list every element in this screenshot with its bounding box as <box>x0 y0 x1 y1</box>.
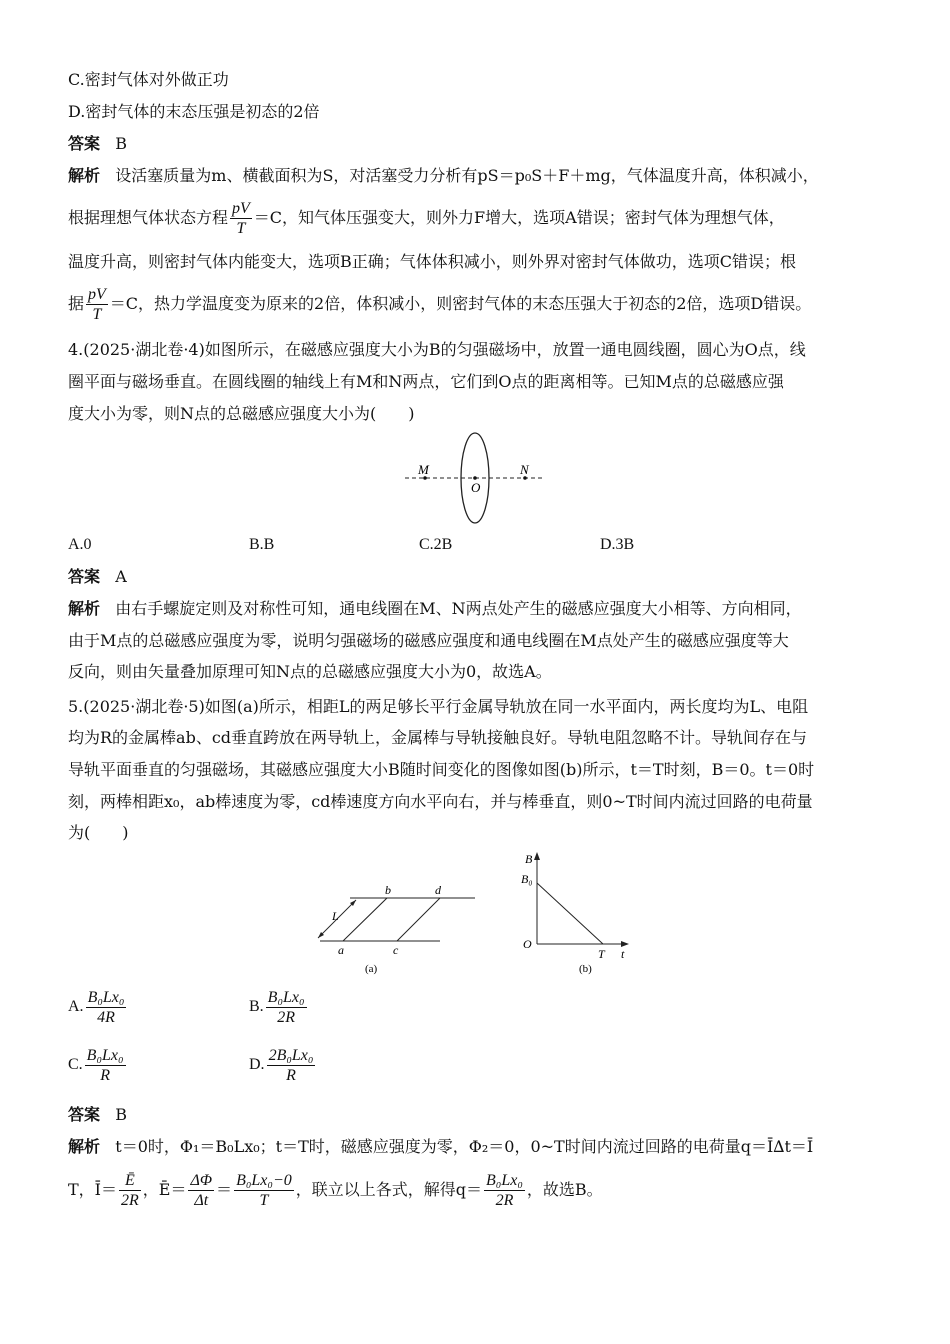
denominator: R <box>286 1067 296 1084</box>
numerator: pV <box>88 286 106 303</box>
q4-stem-line-1: 4.(2025·湖北卷·4)如图所示，在磁感应强度大小为B的匀强磁场中，放置一通电圆线圈，圆心为O点，线 <box>68 340 806 359</box>
q4-option-a: A.0 <box>68 536 92 553</box>
label-n: N <box>520 462 529 477</box>
explanation-label: 解析 <box>68 599 101 618</box>
explanation-text: ＝ <box>216 1180 233 1199</box>
numerator: 2B₀Lx₀ <box>268 1047 314 1064</box>
q3-answer <box>68 134 127 154</box>
label-o: O <box>471 480 481 495</box>
q5-option-c <box>68 1046 128 1085</box>
q5-option-d <box>249 1046 317 1085</box>
label-b-axis: B <box>525 852 533 866</box>
explanation-text: ，联立以上各式，解得q＝ <box>295 1180 483 1199</box>
option-prefix: B. <box>249 998 264 1016</box>
denominator: 2R <box>121 1192 139 1209</box>
label-m: M <box>418 462 429 477</box>
rod-cd <box>397 898 440 941</box>
denominator: R <box>100 1067 111 1084</box>
explanation-text: 设活塞质量为m、横截面积为S，对活塞受力分析有pS＝p₀S＋F＋mg，气体温度升高，体积减小， <box>115 166 819 185</box>
explanation-text: ，故选B。 <box>526 1180 603 1199</box>
explanation-text: 根据理想气体状态方程 <box>68 208 229 227</box>
label-b0: B₀ <box>521 872 533 886</box>
q3-explanation-line-3: 温度升高，则密封气体内能变大，选项B正确；气体体积减小，则外界对密封气体做功，选项C错误；根 <box>68 252 797 271</box>
q3-explanation-line-2 <box>68 198 785 238</box>
denominator: 2R <box>277 1009 296 1026</box>
q4-answer <box>68 567 127 587</box>
q3-option-c: C.密封气体对外做正功 <box>68 70 229 89</box>
answer-value: B <box>115 1105 128 1124</box>
explanation-text: t＝0时，Φ₁＝B₀Lx₀；t＝T时，磁感应强度为零，Φ₂＝0，0~T时间内流过回路的电荷量q＝Ī∆t＝Ī <box>115 1137 814 1156</box>
option-fraction <box>266 988 307 1027</box>
label-l: L <box>332 909 339 923</box>
fraction-flux-over-t <box>234 1171 294 1210</box>
numerator: pV <box>232 200 250 217</box>
explanation-text: ＝C，知气体压强变大，则外力F增大，选项A错误；密封气体为理想气体， <box>253 208 785 227</box>
q4-explanation-line-3: 反向，则由矢量叠加原理可知N点的总磁感应强度大小为0，故选A。 <box>68 662 552 681</box>
q4-option-d: D.3B <box>600 536 635 553</box>
numerator: B₀Lx₀ <box>86 1047 124 1064</box>
q3-explanation-line-4 <box>68 284 811 324</box>
option-fraction <box>85 1046 126 1085</box>
b-decay-line <box>537 883 603 944</box>
q4-option-b: B.B <box>249 536 275 553</box>
option-fraction <box>267 1046 316 1085</box>
denominator: T <box>259 1192 269 1209</box>
caption-b: (b) <box>579 963 592 975</box>
q5-stem-line-4: 刻，两棒相距x₀，ab棒速度为零，cd棒速度方向水平向右，并与棒垂直，则0~T时间内流过回路的电荷量 <box>68 792 813 811</box>
q4-explanation-line-1 <box>68 599 802 619</box>
explanation-text: ，Ē＝ <box>142 1180 187 1199</box>
numerator: B₀Lx₀ <box>87 989 125 1006</box>
denominator: 2R <box>495 1192 514 1209</box>
rod-ab <box>343 898 387 941</box>
answer-label: 答案 <box>68 134 101 153</box>
rails-diagram-a <box>310 880 485 980</box>
explanation-text: ＝C，热力学温度变为原来的2倍，体积减小，则密封气体的末态压强大于初态的2倍，选项D错误。 <box>109 294 812 313</box>
label-c: c <box>393 943 399 957</box>
option-prefix: C. <box>68 1056 83 1074</box>
answer-value: B <box>115 134 128 153</box>
q4-option-c: C.2B <box>419 536 453 553</box>
q5-answer <box>68 1105 127 1125</box>
label-o: O <box>523 937 532 951</box>
denominator: 4R <box>97 1009 115 1026</box>
denominator: Δt <box>194 1192 209 1209</box>
q5-stem-line-3: 导轨平面垂直的匀强磁场，其磁感应强度大小B随时间变化的图像如图(b)所示，t＝T时刻，B＝0。t＝0时 <box>68 760 815 779</box>
q3-explanation-line-1 <box>68 166 819 186</box>
explanation-label: 解析 <box>68 1137 101 1156</box>
q5-stem-line-5: 为( ) <box>68 823 129 842</box>
q4-explanation-line-2: 由于M点的总磁感应强度为零，说明匀强磁场的磁感应强度和通电线圈在M点处产生的磁感应强度等大 <box>68 631 789 650</box>
q5-explanation-line-1 <box>68 1137 813 1157</box>
q4-stem-line-3: 度大小为零，则N点的总磁感应强度大小为( ) <box>68 404 415 423</box>
q4-stem-line-2: 圈平面与磁场垂直。在圆线圈的轴线上有M和N两点，它们到O点的距离相等。已知M点的总磁感应强 <box>68 372 784 391</box>
explanation-text: 由右手螺旋定则及对称性可知，通电线圈在M、N两点处产生的磁感应强度大小相等、方向相同， <box>115 599 802 618</box>
y-axis-arrow-icon <box>534 852 540 860</box>
caption-a: (a) <box>365 963 378 975</box>
fraction-e-over-2r <box>119 1171 141 1210</box>
fraction-pv-over-t <box>86 285 108 324</box>
q5-option-b <box>249 988 309 1027</box>
coil-diagram <box>405 430 545 526</box>
q5-explanation-line-2 <box>68 1168 603 1212</box>
explanation-label: 解析 <box>68 166 101 185</box>
q5-stem-line-2: 均为R的金属棒ab、cd垂直跨放在两导轨上，金属棒与导轨接触良好。导轨电阻忽略不计。导轨间存在与 <box>68 728 808 747</box>
numerator: B₀Lx₀ <box>486 1172 523 1189</box>
numerator: ΔΦ <box>190 1172 213 1189</box>
explanation-text: 据 <box>68 294 85 313</box>
fraction-pv-over-t <box>230 199 252 238</box>
graph-diagram-b <box>515 848 640 980</box>
label-a: a <box>338 943 344 957</box>
numerator: B₀Lx₀ <box>267 989 305 1006</box>
label-b: b <box>385 883 391 897</box>
numerator: B₀Lx₀−0 <box>236 1172 292 1189</box>
answer-label: 答案 <box>68 1105 101 1124</box>
option-prefix: D. <box>249 1056 265 1074</box>
label-t-axis: t <box>621 947 625 961</box>
q3-option-d: D.密封气体的末态压强是初态的2倍 <box>68 102 320 121</box>
q5-stem-line-1: 5.(2025·湖北卷·5)如图(a)所示，相距L的两足够长平行金属导轨放在同一水平面内，两长度均为L、电阻 <box>68 697 809 716</box>
label-t-mark: T <box>598 947 605 961</box>
answer-value: A <box>115 567 127 586</box>
option-fraction <box>86 988 127 1027</box>
fraction-dphi-over-dt <box>188 1171 214 1210</box>
fraction-result <box>484 1171 525 1210</box>
label-d: d <box>435 883 441 897</box>
numerator: Ē <box>119 1171 141 1191</box>
q5-option-a <box>68 988 128 1027</box>
denominator: T <box>236 220 246 237</box>
option-prefix: A. <box>68 998 84 1016</box>
explanation-text: T，Ī＝ <box>68 1180 117 1199</box>
answer-label: 答案 <box>68 567 101 586</box>
denominator: T <box>92 306 102 323</box>
